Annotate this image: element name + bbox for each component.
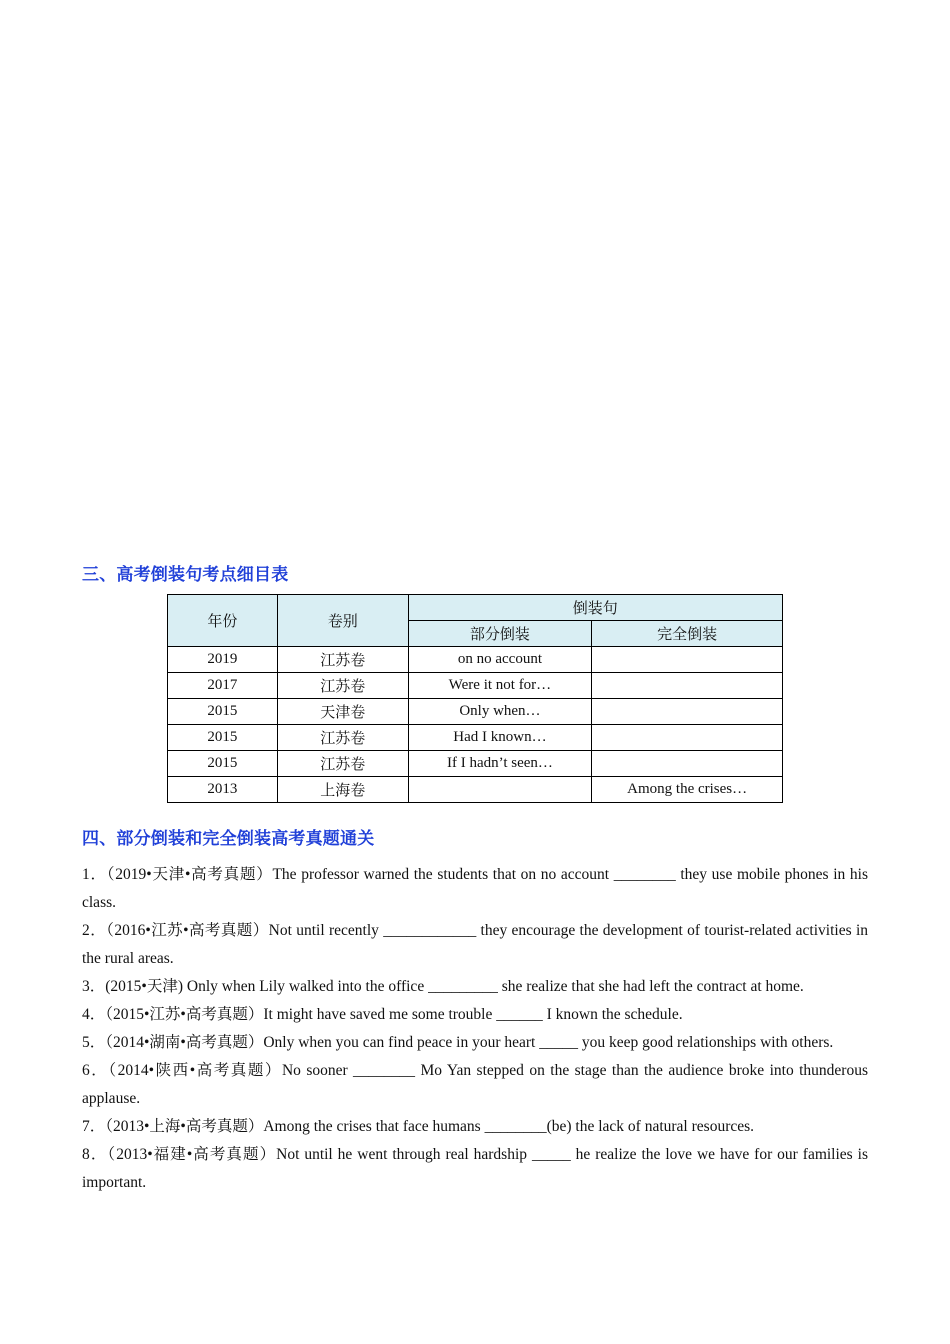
cell-year: 2013: [168, 777, 278, 803]
header-full: 完全倒装: [592, 621, 783, 647]
table-row: [168, 673, 783, 699]
cell-year: 2015: [168, 751, 278, 777]
cell-paper: 江苏卷: [277, 725, 408, 751]
question-6: 6．（2014•陕西•高考真题）No sooner ________ Mo Yan stepped on the stage than the audience broke into thunderous applause.: [82, 1062, 868, 1107]
cell-partial: Were it not for…: [408, 673, 592, 699]
cell-full: [592, 673, 783, 699]
question-list: [82, 861, 868, 1197]
cell-partial: [408, 777, 592, 803]
cell-paper: 江苏卷: [277, 751, 408, 777]
cell-partial: Only when…: [408, 699, 592, 725]
table-row: [168, 699, 783, 725]
table-header-row: [168, 595, 783, 621]
cell-paper: 江苏卷: [277, 647, 408, 673]
cell-partial: on no account: [408, 647, 592, 673]
header-inversion: 倒装句: [408, 595, 782, 621]
question-3: 3．(2015•天津) Only when Lily walked into the office _________ she realize that she had left the contract at home.: [82, 978, 804, 995]
section-4-heading: 四、部分倒装和完全倒装高考真题通关: [82, 829, 375, 849]
section-3-heading: 三、高考倒装句考点细目表: [82, 565, 289, 585]
question-5: 5．（2014•湖南•高考真题）Only when you can find peace in your heart _____ you keep good relationships with others.: [82, 1034, 834, 1051]
cell-paper: 上海卷: [277, 777, 408, 803]
table-row: [168, 751, 783, 777]
question-7: 7．（2013•上海•高考真题）Among the crises that face humans ________(be) the lack of natural resources.: [82, 1118, 755, 1135]
cell-year: 2015: [168, 699, 278, 725]
cell-full: [592, 725, 783, 751]
cell-year: 2015: [168, 725, 278, 751]
cell-paper: 江苏卷: [277, 673, 408, 699]
question-8: 8．（2013•福建•高考真题）Not until he went through real hardship _____ he realize the love we have for our families is important.: [82, 1146, 868, 1191]
question-4: 4．（2015•江苏•高考真题）It might have saved me some trouble ______ I known the schedule.: [82, 1006, 683, 1023]
table-row: [168, 647, 783, 673]
inversion-summary-table: [167, 594, 783, 803]
question-2: 2．（2016•江苏•高考真题）Not until recently ____________ they encourage the development of tourist-related activities in the rural areas.: [82, 922, 868, 967]
table-row: [168, 777, 783, 803]
cell-full: [592, 699, 783, 725]
cell-paper: 天津卷: [277, 699, 408, 725]
cell-full: [592, 647, 783, 673]
header-year: 年份: [168, 595, 278, 647]
cell-partial: Had I known…: [408, 725, 592, 751]
header-partial: 部分倒装: [408, 621, 592, 647]
cell-partial: If I hadn’t seen…: [408, 751, 592, 777]
cell-full: [592, 751, 783, 777]
header-paper: 卷别: [277, 595, 408, 647]
cell-year: 2019: [168, 647, 278, 673]
cell-full: Among the crises…: [592, 777, 783, 803]
table-row: [168, 725, 783, 751]
question-1: 1．（2019•天津•高考真题）The professor warned the students that on no account ________ they use mobile phones in his class.: [82, 866, 868, 911]
cell-year: 2017: [168, 673, 278, 699]
